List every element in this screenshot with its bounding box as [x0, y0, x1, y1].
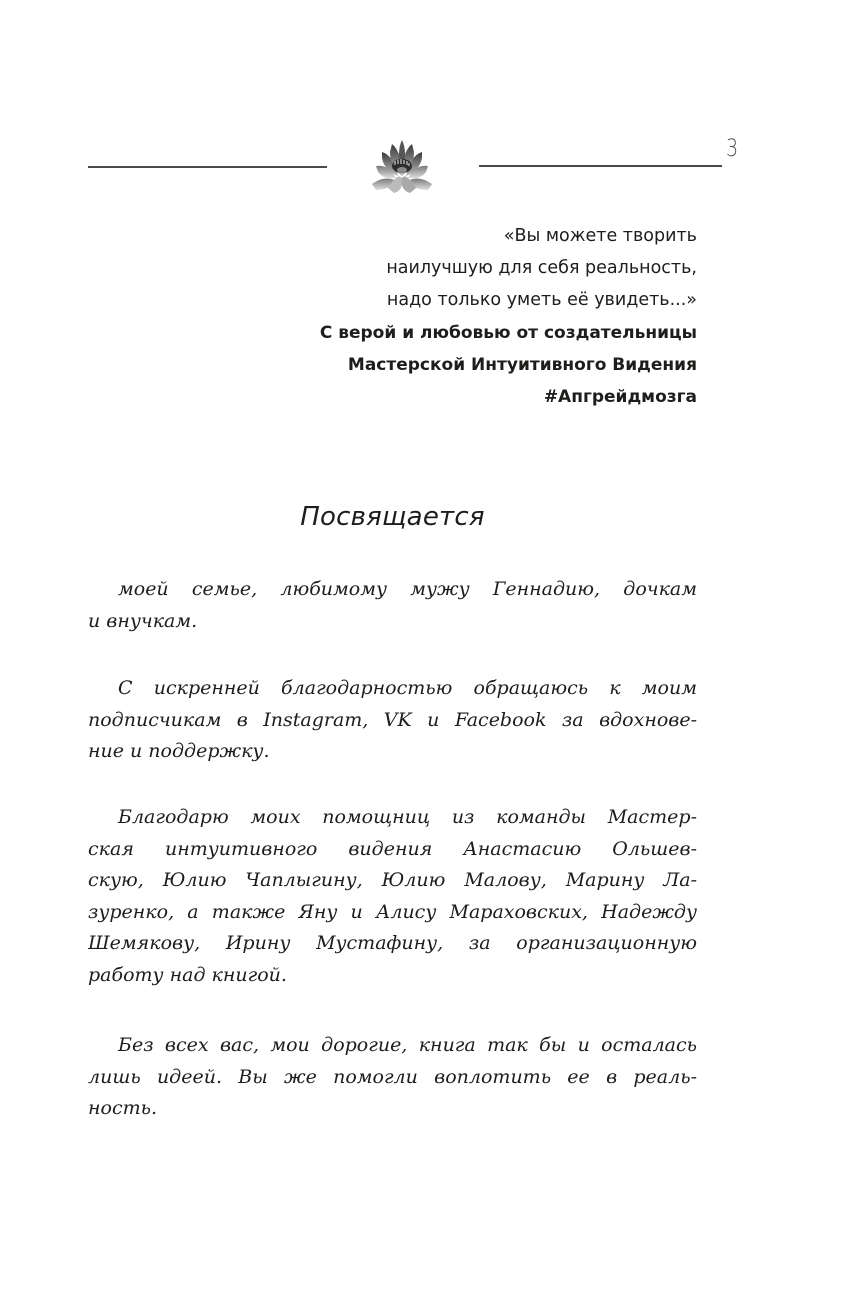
dedication-paragraph [88, 802, 697, 991]
paragraph-line: подписчикам в Instagram, VK и Facebook за вдохнове- [88, 708, 697, 731]
epigraph-signature-line: Мастерской Интуитивного Видения [347, 354, 697, 375]
page-number: 3 [726, 134, 739, 162]
paragraph-line: Шемякову, Ирину Мустафину, за организационную [88, 932, 697, 954]
epigraph-line: наилучшую для себя реальность, [386, 258, 697, 279]
paragraph-line: Без всех вас, мои дорогие, книга так бы и осталась [118, 1034, 697, 1056]
epigraph-line: надо только уметь её увидеть...» [386, 290, 697, 311]
paragraph-line: ская интуитивного видения Анастасию Ольшев- [88, 837, 697, 860]
paragraph-line: С искренней благодарностью обращаюсь к моим [118, 677, 697, 699]
epigraph-signature-line: С верой и любовью от создательницы [319, 322, 697, 343]
paragraph-line: скую, Юлию Чаплыгину, Юлию Малову, Марину Ла- [88, 869, 697, 891]
epigraph-line: «Вы можете творить [503, 226, 697, 246]
paragraph-line: Благодарю моих помощниц из команды Мастер- [118, 806, 697, 828]
paragraph-line: моей семье, любимому мужу Геннадию, дочкам [118, 578, 697, 600]
dedication-paragraph [88, 673, 697, 768]
epigraph-hashtag: #Апгрейдмозга [543, 386, 697, 407]
dedication-paragraph [88, 1030, 697, 1125]
paragraph-line: ность. [88, 1097, 157, 1119]
lotus-icon [368, 138, 436, 194]
paragraph-line: и внучкам. [88, 609, 198, 632]
dedication-paragraph [88, 574, 697, 637]
header-rule-left [88, 166, 327, 168]
paragraph-line: лишь идеей. Вы же помогли воплотить ее в реаль- [88, 1065, 697, 1088]
dedication-title: Посвящается [300, 502, 485, 532]
paragraph-line: работу над книгой. [88, 963, 287, 986]
header-rule-right [479, 165, 722, 167]
epigraph [200, 220, 697, 413]
paragraph-line: ние и поддержку. [88, 740, 270, 762]
paragraph-line: зуренко, а также Яну и Алису Мараховских, Надежду [88, 900, 697, 923]
